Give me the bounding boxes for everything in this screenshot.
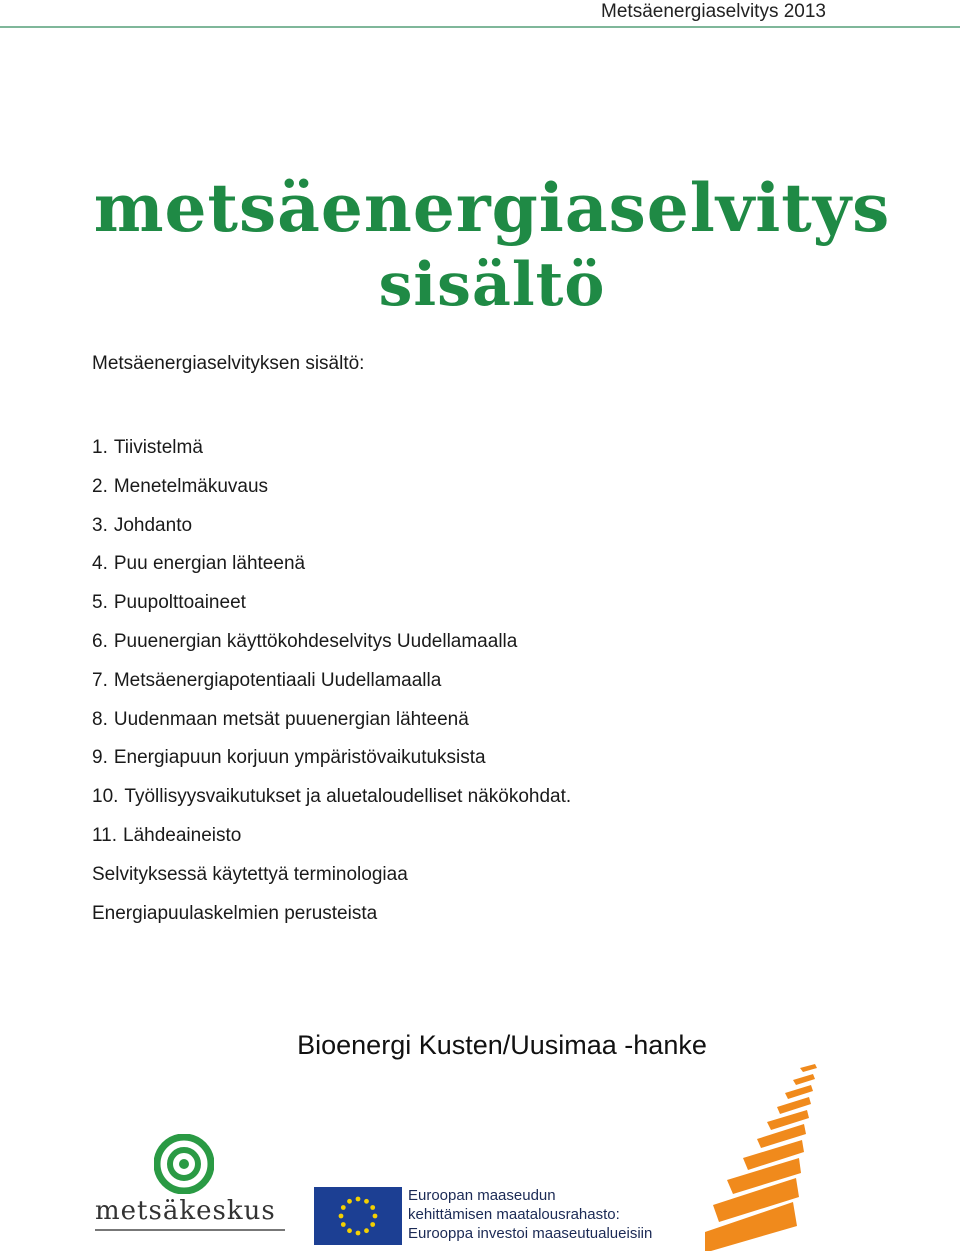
toc-item [92,856,571,895]
toc-item [92,545,571,584]
eu-text-line: Eurooppa investoi maaseutualueisiin [408,1225,653,1242]
orange-swoosh-graphic [705,1060,820,1251]
target-circle-icon [154,1134,214,1194]
toc-text: Puupolttoaineet [113,592,246,614]
toc-text: Tiivistelmä [113,437,203,458]
toc-number: 4. [92,553,108,575]
eu-text-line: Euroopan maaseudun [408,1187,556,1204]
main-title-line2: sisältö [378,250,606,320]
toc-text: Uudenmaan metsät puuenergian lähteenä [113,708,469,730]
toc-number: 10. [92,786,119,808]
toc-item [92,662,571,701]
metsakeskus-rule [95,1229,285,1231]
toc-text: Puuenergian käyttökohdeselvitys Uudellamaalla [113,630,518,652]
eu-fund-text [408,1186,652,1243]
toc-number: 5. [92,592,108,614]
main-title-line1: metsäenergiaselvitys [93,169,891,247]
metsakeskus-logo [95,1132,285,1232]
toc-item [92,701,571,740]
toc-text: Metsäenergiapotentiaali Uudellamaalla [113,669,442,691]
eu-flag-icon [314,1187,402,1245]
toc-number: 11. [92,824,118,846]
toc-number: 6. [92,630,108,652]
toc-number: 3. [92,514,108,536]
table-of-contents [92,429,571,933]
header-title: Metsäenergiaselvitys 2013 [601,1,826,22]
toc-item [92,778,571,817]
toc-intro: Metsäenergiaselvityksen sisältö: [92,353,365,374]
toc-text: Puu energian lähteenä [113,553,306,575]
toc-item [92,895,571,934]
toc-text: Työllisyysvaikutukset ja aluetaloudelliset näkökohdat. [124,786,572,808]
metsakeskus-wordmark: metsäkeskus [95,1196,276,1226]
eu-text-line: kehittämisen maatalousrahasto: [408,1206,620,1223]
toc-text: Menetelmäkuvaus [113,475,269,497]
toc-number: 1. [92,437,108,458]
toc-item [92,507,571,546]
header-rule [0,26,960,28]
project-name: Bioenergi Kusten/Uusimaa -hanke [297,1030,707,1060]
toc-item [92,817,571,856]
toc-item [92,623,571,662]
toc-text: Energiapuulaskelmien perusteista [92,902,378,924]
toc-number: 2. [92,475,108,497]
toc-item [92,584,571,623]
toc-text: Selvityksessä käytettyä terminologiaa [92,863,408,885]
toc-text: Energiapuun korjuun ympäristövaikutuksista [113,747,486,769]
toc-text: Johdanto [113,514,193,536]
toc-number: 9. [92,747,108,769]
toc-text: Lähdeaineisto [123,824,242,846]
toc-item [92,739,571,778]
toc-item [92,429,571,468]
toc-item [92,468,571,507]
toc-number: 7. [92,669,108,691]
toc-number: 8. [92,708,108,730]
